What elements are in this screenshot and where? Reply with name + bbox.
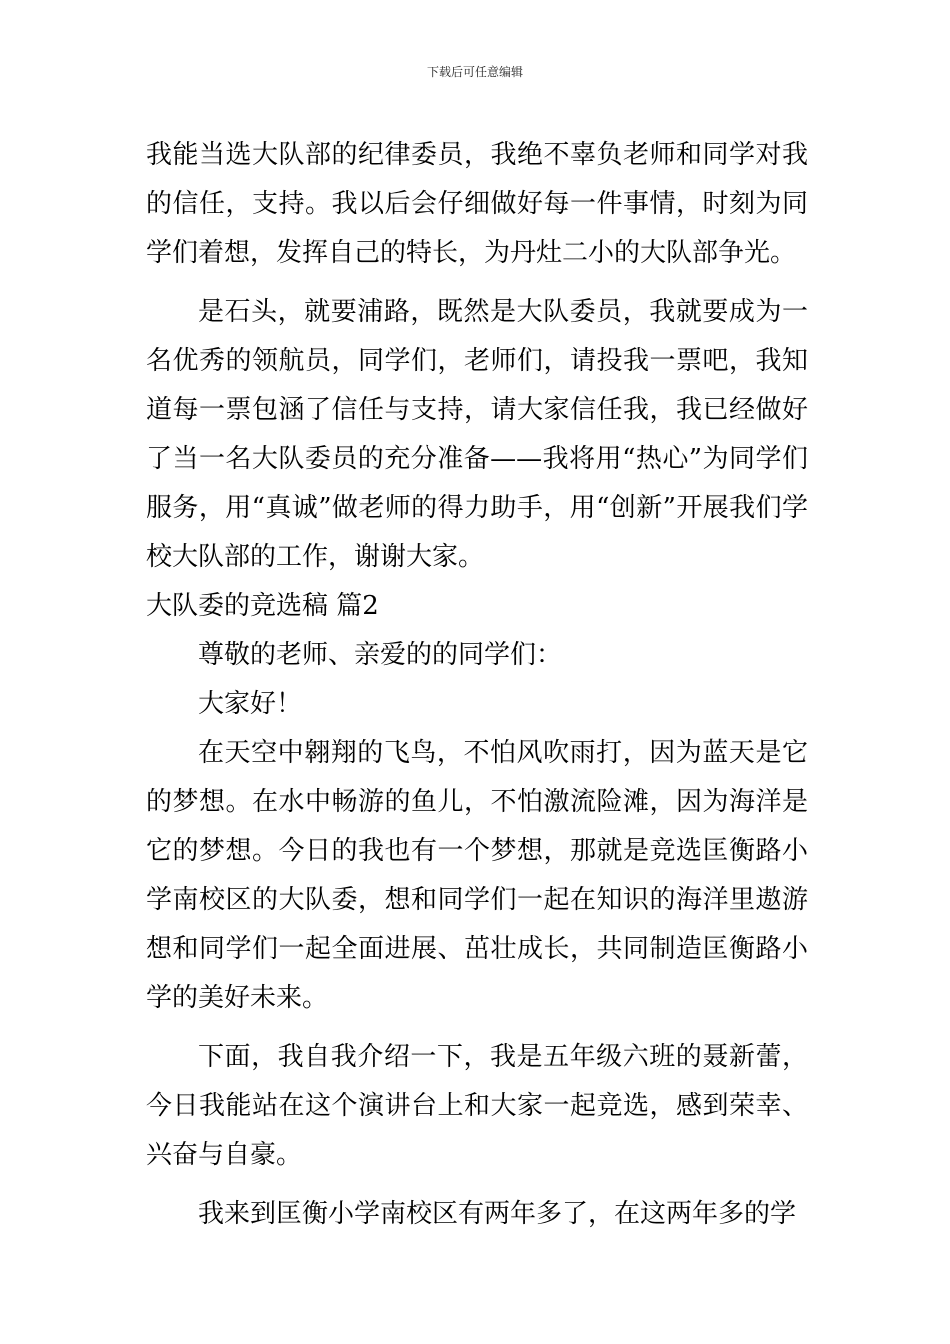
paragraph-closing: 是石头，就要浦路，既然是大队委员，我就要成为一名优秀的领航员，同学们，老师们，请投我一票吧，我知道每一票包涵了信任与支持，请大家信任我，我已经做好了当一名大队委员的充分准备——我将用“热心”为同学们服务，用“真诚”做老师的得力助手，用“创新”开展我们学校大队部的工作，谢谢大家。: [146, 297, 808, 572]
speech-paragraph-school: 我来到匡衡小学南校区有两年多了，在这两年多的学: [198, 1199, 797, 1229]
section-title: 大队委的竞选稿 篇2: [146, 591, 379, 621]
speech-paragraph-intro: 下面，我自我介绍一下，我是五年级六班的聂新蕾，今日我能站在这个演讲台上和大家一起竞选，感到荣幸、兴奋与自豪。: [146, 1042, 808, 1170]
document-body: [146, 131, 808, 1239]
speech-paragraph-dream: 在天空中翱翔的飞鸟，不怕风吹雨打，因为蓝天是它的梦想。在水中畅游的鱼儿，不怕激流险滩，因为海洋是它的梦想。今日的我也有一个梦想，那就是竞选匡衡路小学南校区的大队委，想和同学们一起在知识的海洋里遨游想和同学们一起全面进展、茁壮成长，共同制造匡衡路小学的美好未来。: [146, 738, 808, 1013]
speech-salutation: 尊敬的老师、亲爱的的同学们：: [198, 640, 563, 670]
speech-greeting: 大家好！: [198, 689, 303, 719]
page-header-note: 下载后可任意编辑: [426, 65, 523, 79]
paragraph-continued: 我能当选大队部的纪律委员，我绝不辜负老师和同学对我的信任，支持。我以后会仔细做好每一件事情，时刻为同学们着想，发挥自己的特长，为丹灶二小的大队部争光。: [146, 140, 808, 268]
